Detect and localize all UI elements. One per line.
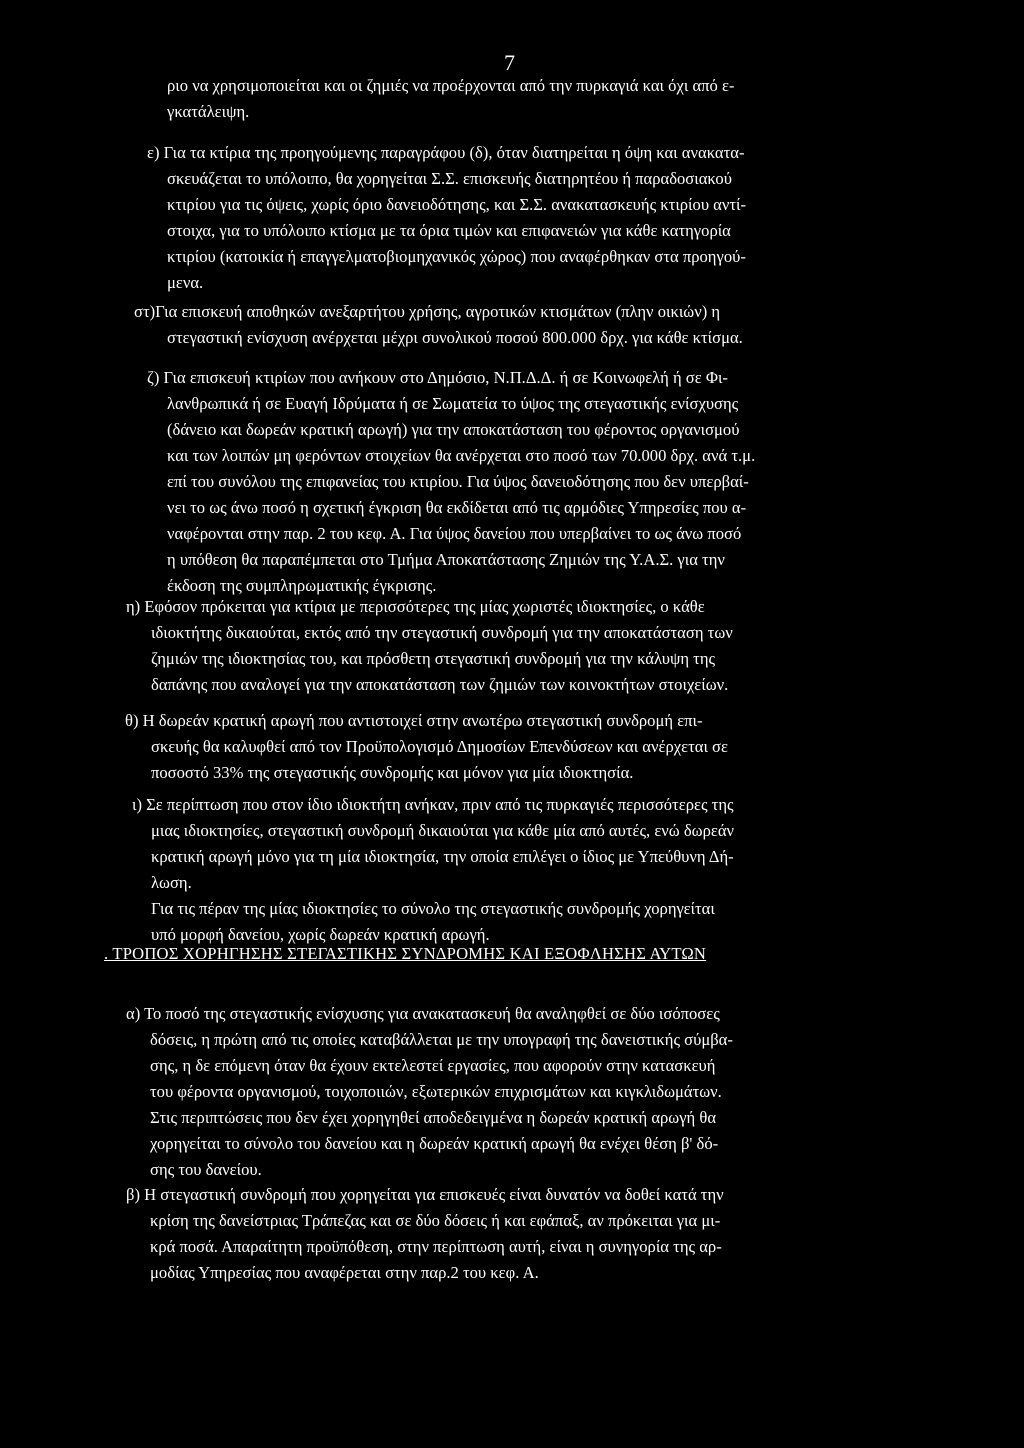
text-line: μιας ιδιοκτησίες, στεγαστική συνδρομή δικαιούται για κάθε μία από αυτές, ενώ δωρεάν [151,821,735,840]
text-line: στοιχα, για το υπόλοιπο κτίσμα με τα όρια τιμών και επιφανειών για κάθε κατηγορία [167,221,731,240]
text-line: ι) Σε περίπτωση που στον ίδιο ιδιοκτήτη ανήκαν, πριν από τις πυρκαγιές περισσότερες της [132,795,734,814]
text-line: υπό μορφή δανείου, χωρίς δωρεάν κρατική αρωγή. [151,925,490,944]
text-line: στ)Για επισκευή αποθηκών ανεξαρτήτου χρήσης, αγροτικών κτισμάτων (πλην οικιών) η [134,302,721,321]
text-line: ζημιών της ιδιοκτησίας του, και πρόσθετη στεγαστική συνδρομή για την κάλυψη της [151,649,716,668]
text-line: Για τις πέραν της μίας ιδιοκτησίες το σύνολο της στεγαστικής συνδρομής χορηγείται [151,899,715,918]
paragraph-st [134,299,743,351]
page-number: 7 [504,50,515,75]
text-line: λωση. [151,873,192,892]
text-line: στεγαστική ενίσχυση ανέρχεται μέχρι συνολικού ποσού 800.000 δρχ. για κάθε κτίσμα. [167,328,743,347]
paragraph-th [125,708,728,786]
paragraph-i [126,594,733,698]
text-line: σκευάζεται το υπόλοιπο, θα χορηγείται Σ.Σ. επισκευής διατηρητέου ή παραδοσιακού [167,169,732,188]
text-line: γκατάλειψη. [167,102,250,121]
text-line: κτιρίου για τις όψεις, χωρίς όριο δανειοδότησης, και Σ.Σ. ανακατασκευής κτιρίου αντί- [167,195,747,214]
paragraph-b [126,1182,724,1286]
text-line: έκδοση της συμπληρωματικής έγκρισης. [167,576,437,595]
text-line: κτιρίου (κατοικία ή επαγγελματοβιομηχανικός χώρος) που αναφέρθηκαν στα προηγού- [167,247,746,266]
text-line: σης, η δε επόμενη όταν θα έχουν εκτελεστεί εργασίες, που αφορούν στην κατασκευή [150,1056,716,1075]
text-line: (δάνειο και δωρεάν κρατική αρωγή) για την αποκατάσταση του φέροντος οργανισμού [167,420,740,439]
paragraph-e [147,140,746,296]
text-line: Στις περιπτώσεις που δεν έχει χορηγηθεί αποδεδειγμένα η δωρεάν κρατική αρωγή θα [150,1108,717,1127]
text-line: η υπόθεση θα παραπέμπεται στο Τμήμα Αποκατάστασης Ζημιών της Υ.Α.Σ. για την [167,550,725,569]
text-line: επί του συνόλου της επιφανείας του κτιρίου. Για ύψος δανειοδότησης που δεν υπερβαί- [167,472,749,491]
text-line: θ) Η δωρεάν κρατική αρωγή που αντιστοιχεί στην ανωτέρω στεγαστική συνδρομή επι- [125,711,703,730]
text-line: κρίση της δανείστριας Τράπεζας και σε δύο δόσεις ή και εφάπαξ, αν πρόκειται για μι- [150,1211,721,1230]
text-line: σκευής θα καλυφθεί από τον Προϋπολογισμό Δημοσίων Επενδύσεων και ανέρχεται σε [151,737,728,756]
text-line: του φέροντα οργανισμού, τοιχοποιιών, εξωτερικών επιχρισμάτων και κιγκλιδωμάτων. [150,1082,722,1101]
text-line: α) Το ποσό της στεγαστικής ενίσχυσης για ανακατασκευή θα αναληφθεί σε δύο ισόποσες [126,1004,720,1023]
text-line: ποσοστό 33% της στεγαστικής συνδρομής και μόνον για μία ιδιοκτησία. [151,763,634,782]
text-line: ε) Για τα κτίρια της προηγούμενης παραγράφου (δ), όταν διατηρείται η όψη και ανακατα- [147,143,745,162]
text-line: κρά ποσά. Απαραίτητη προϋπόθεση, στην περίπτωση αυτή, είναι η συνηγορία της αρ- [150,1237,722,1256]
paragraph-a [126,1001,733,1183]
text-line: σης του δανείου. [150,1160,262,1179]
paragraph-continuation [167,73,734,125]
text-line: δαπάνης που αναλογεί για την αποκατάσταση των ζημιών των κοινοκτήτων στοιχείων. [151,675,729,694]
text-line: ιδιοκτήτης δικαιούται, εκτός από την στεγαστική συνδρομή για την αποκατάσταση των [151,623,733,642]
paragraph-iota [132,792,734,948]
section-heading: . ΤΡΟΠΟΣ ΧΟΡΗΓΗΣΗΣ ΣΤΕΓΑΣΤΙΚΗΣ ΣΥΝΔΡΟΜΗΣ ΚΑΙ ΕΞΟΦΛΗΣΗΣ ΑΥΤΩΝ [104,944,707,963]
text-line: νει το ως άνω ποσό η σχετική έγκριση θα εκδίδεται από τις αρμόδιες Υπηρεσίες που α- [167,498,747,517]
text-line: λανθρωπικά ή σε Ευαγή Ιδρύματα ή σε Σωματεία το ύψος της στεγαστικής ενίσχυσης [167,394,739,413]
text-line: ζ) Για επισκευή κτιρίων που ανήκουν στο Δημόσιο, Ν.Π.Δ.Δ. ή σε Κοινωφελή ή σε Φι- [147,368,728,387]
text-line: δόσεις, η πρώτη από τις οποίες καταβάλλεται με την υπογραφή της δανειστικής σύμβα- [150,1030,733,1049]
text-line: β) Η στεγαστική συνδρομή που χορηγείται για επισκευές είναι δυνατόν να δοθεί κατά την [126,1185,724,1204]
text-line: κρατική αρωγή μόνο για τη μία ιδιοκτησία, την οποία επιλέγει ο ίδιος με Υπεύθυνη Δή- [151,847,734,866]
paragraph-z [147,365,755,599]
text-line: χορηγείται το σύνολο του δανείου και η δωρεάν κρατική αρωγή θα ενέχει θέση β' δό- [150,1134,719,1153]
text-line: ριο να χρησιμοποιείται και οι ζημιές να προέρχονται από την πυρκαγιά και όχι από ε- [167,76,735,95]
text-line: η) Εφόσον πρόκειται για κτίρια με περισσότερες της μίας χωριστές ιδιοκτησίες, ο κάθε [126,597,705,616]
text-line: και των λοιπών μη φερόντων στοιχείων θα ανέρχεται στο ποσό των 70.000 δρχ. ανά τ.μ. [167,446,756,465]
text-line: ναφέρονται στην παρ. 2 του κεφ. Α. Για ύψος δανείου που υπερβαίνει το ως άνω ποσό [167,524,742,543]
text-line: μοδίας Υπηρεσίας που αναφέρεται στην παρ.2 του κεφ. Α. [150,1263,539,1282]
text-line: μενα. [167,273,204,292]
